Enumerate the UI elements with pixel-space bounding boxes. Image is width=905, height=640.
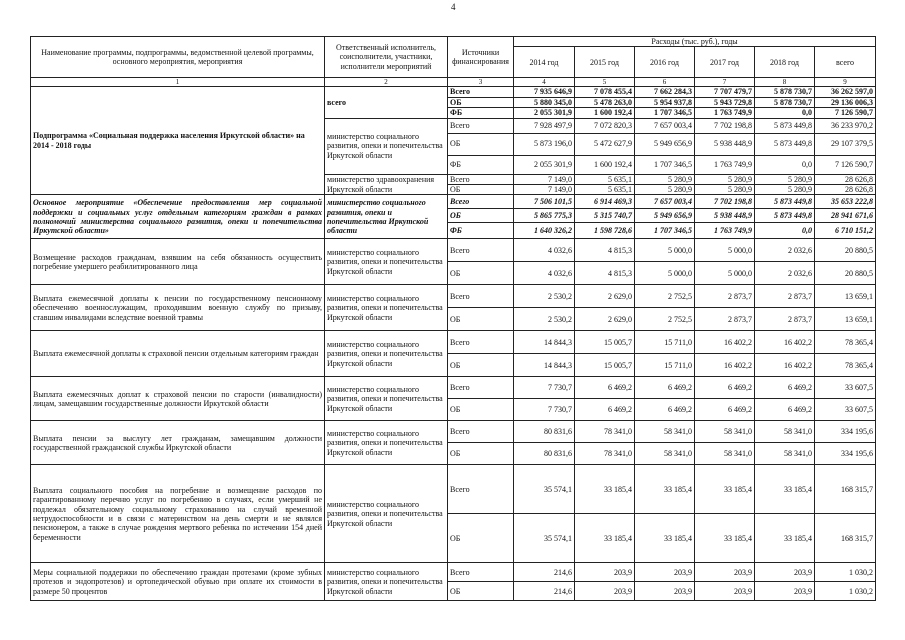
value-cell: 7 707 479,7 [695,87,755,97]
value-cell: 6 469,2 [635,399,695,421]
value-cell: 33 185,4 [575,514,635,563]
value-cell: 5 478 263,0 [575,97,635,107]
header-year-2016: 2016 год [635,47,695,78]
value-cell: 2 629,0 [575,308,635,331]
value-cell: 78 365,4 [815,331,876,354]
col-num: 6 [635,78,695,87]
value-cell: 4 032,6 [514,239,575,262]
value-cell: 15 711,0 [635,354,695,377]
value-cell: 168 315,7 [815,514,876,563]
value-cell: 168 315,7 [815,465,876,514]
value-cell: 7 126 590,7 [815,108,876,118]
value-cell: 28 626,8 [815,185,876,195]
value-cell: 78 341,0 [575,421,635,443]
value-cell: 5 635,1 [575,185,635,195]
value-cell: 2 032,6 [755,239,815,262]
value-cell: 7 730,7 [514,377,575,399]
value-cell: 203,9 [575,563,635,582]
value-cell: 4 815,3 [575,262,635,285]
value-cell: 78 365,4 [815,354,876,377]
value-cell: 2 873,7 [755,285,815,308]
value-cell: 2 055 301,9 [514,155,575,174]
value-cell: 2 530,2 [514,285,575,308]
value-cell: 0,0 [755,155,815,174]
value-cell: 15 005,7 [575,354,635,377]
header-row [31,37,876,47]
source-cell: Всего [448,87,514,97]
value-cell: 14 844,3 [514,354,575,377]
value-cell: 1 030,2 [815,582,876,601]
value-cell: 6 469,2 [575,377,635,399]
value-cell: 6 469,2 [755,399,815,421]
value-cell: 5 472 627,9 [575,133,635,155]
col-num: 8 [755,78,815,87]
value-cell: 6 469,2 [695,399,755,421]
value-cell: 5 000,0 [695,239,755,262]
source-cell: Всего [448,118,514,133]
value-cell: 5 880 345,0 [514,97,575,107]
value-cell: 2 629,0 [575,285,635,308]
value-cell: 0,0 [755,108,815,118]
value-cell: 7 935 646,9 [514,87,575,97]
value-cell: 33 185,4 [635,514,695,563]
col-num: 7 [695,78,755,87]
value-cell: 1 600 192,4 [575,108,635,118]
value-cell: 1 030,2 [815,563,876,582]
value-cell: 58 341,0 [635,443,695,465]
col-num: 4 [514,78,575,87]
value-cell: 2 873,7 [695,285,755,308]
value-cell: 5 280,9 [635,174,695,184]
source-cell: ОБ [448,97,514,107]
executor-cell: министерство социального развития, опеки и попечительства Иркутской области [325,331,448,377]
table-row [31,563,876,582]
value-cell: 33 185,4 [575,465,635,514]
source-cell: ОБ [448,185,514,195]
value-cell: 6 469,2 [635,377,695,399]
value-cell: 7 078 455,4 [575,87,635,97]
source-cell: ОБ [448,262,514,285]
value-cell: 29 107 379,5 [815,133,876,155]
header-year-2018: 2018 год [755,47,815,78]
value-cell: 203,9 [635,582,695,601]
source-cell: ФБ [448,155,514,174]
value-cell: 1 600 192,4 [575,155,635,174]
value-cell: 58 341,0 [695,421,755,443]
executor-cell: министерство социального развития, опеки и попечительства Иркутской области [325,421,448,465]
source-cell: Всего [448,563,514,582]
value-cell: 2 752,5 [635,285,695,308]
value-cell: 5 280,9 [755,185,815,195]
value-cell: 58 341,0 [755,443,815,465]
source-cell: Всего [448,377,514,399]
value-cell: 15 711,0 [635,331,695,354]
value-cell: 5 000,0 [635,262,695,285]
value-cell: 203,9 [695,563,755,582]
value-cell: 7 928 497,9 [514,118,575,133]
table-row [31,285,876,308]
header-year-2014: 2014 год [514,47,575,78]
value-cell: 35 653 222,8 [815,195,876,209]
value-cell: 4 032,6 [514,262,575,285]
executor-total: всего [325,87,448,118]
measure-name: Выплата ежемесячных доплат к страховой пенсии по старости (инвалидности) лицам, замещавшим государственные должности Иркутской области [31,377,325,421]
value-cell: 5 949 656,9 [635,133,695,155]
header-name: Наименование программы, подпрограммы, ведомственной целевой программы, основного мероприятия, мероприятия [31,37,325,78]
measure-name: Выплата социального пособия на погребение и возмещение расходов по гарантированному перечню услуг по погребению в случаях, если умерший не подлежал обязательному социальному страхованию на случай временной нетрудоспособности и в связи с материнством на день смерти и не являлся пенсионером, а также в случае рождения мертвого ребенка по истечении 154 дней беременности [31,465,325,563]
value-cell: 33 185,4 [755,465,815,514]
value-cell: 6 710 151,2 [815,223,876,239]
value-cell: 33 607,5 [815,377,876,399]
executor-cell: министерство социального развития, опеки и попечительства Иркутской области [325,377,448,421]
value-cell: 5 865 775,3 [514,209,575,223]
col-num: 1 [31,78,325,87]
source-cell: Всего [448,465,514,514]
header-total: всего [815,47,876,78]
value-cell: 203,9 [695,582,755,601]
header-executor: Ответственный исполнитель, соисполнители, участники, исполнители мероприятий [325,37,448,78]
col-num: 9 [815,78,876,87]
value-cell: 2 873,7 [695,308,755,331]
value-cell: 80 831,6 [514,443,575,465]
value-cell: 7 149,0 [514,174,575,184]
value-cell: 1 707 346,5 [635,155,695,174]
header-year-2015: 2015 год [575,47,635,78]
value-cell: 334 195,6 [815,443,876,465]
header-expenses: Расходы (тыс. руб.), годы [514,37,876,47]
value-cell: 28 626,8 [815,174,876,184]
value-cell: 7 657 003,4 [635,195,695,209]
value-cell: 5 280,9 [695,174,755,184]
value-cell: 5 938 448,9 [695,209,755,223]
value-cell: 7 730,7 [514,399,575,421]
value-cell: 214,6 [514,563,575,582]
source-cell: Всего [448,331,514,354]
value-cell: 5 000,0 [635,239,695,262]
value-cell: 16 402,2 [755,354,815,377]
header-year-2017: 2017 год [695,47,755,78]
value-cell: 5 873 196,0 [514,133,575,155]
value-cell: 5 873 449,8 [755,118,815,133]
executor-cell: министерство социального развития, опеки и попечительства Иркутской области [325,285,448,331]
source-cell: ОБ [448,308,514,331]
source-cell: ОБ [448,354,514,377]
value-cell: 7 149,0 [514,185,575,195]
value-cell: 7 072 820,3 [575,118,635,133]
col-num: 2 [325,78,448,87]
measure-name: Выплата ежемесячной доплаты к страховой пенсии отдельным категориям граждан [31,331,325,377]
value-cell: 58 341,0 [635,421,695,443]
subprogram-name: Подпрограмма «Социальная поддержка населения Иркутской области» на 2014 - 2018 годы [31,87,325,195]
value-cell: 5 280,9 [755,174,815,184]
value-cell: 2 032,6 [755,262,815,285]
value-cell: 203,9 [575,582,635,601]
value-cell: 1 598 728,6 [575,223,635,239]
value-cell: 13 659,1 [815,308,876,331]
executor-cell: министерство социального развития, опеки и попечительства Иркутской области [325,239,448,285]
executor-cell: министерство здравоохранения Иркутской области [325,174,448,195]
value-cell: 35 574,1 [514,465,575,514]
value-cell: 36 262 597,0 [815,87,876,97]
page-number: 4 [451,2,456,12]
main-event-name: Основное мероприятие «Обеспечение предоставления мер социальной поддержки и социальных услуг отдельным категориям граждан в рамках полномочий министерства социального развития, опеки и попечительства Иркутской области» [31,195,325,239]
source-cell: ОБ [448,514,514,563]
value-cell: 2 530,2 [514,308,575,331]
value-cell: 214,6 [514,582,575,601]
value-cell: 5 954 937,8 [635,97,695,107]
value-cell: 2 752,5 [635,308,695,331]
value-cell: 1 763 749,9 [695,155,755,174]
source-cell: Всего [448,174,514,184]
col-num: 5 [575,78,635,87]
value-cell: 29 136 006,3 [815,97,876,107]
value-cell: 5 280,9 [695,185,755,195]
value-cell: 203,9 [755,563,815,582]
value-cell: 33 185,4 [695,514,755,563]
value-cell: 35 574,1 [514,514,575,563]
value-cell: 16 402,2 [755,331,815,354]
value-cell: 7 506 101,5 [514,195,575,209]
value-cell: 33 185,4 [755,514,815,563]
value-cell: 78 341,0 [575,443,635,465]
measure-name: Возмещение расходов гражданам, взявшим на себя обязанность осуществить погребение умершего реабилитированного лица [31,239,325,285]
source-cell: Всего [448,421,514,443]
executor-cell: министерство социального развития, опеки и попечительства Иркутской области [325,465,448,563]
header-source: Источники финансирования [448,37,514,78]
value-cell: 5 873 449,8 [755,195,815,209]
value-cell: 28 941 671,6 [815,209,876,223]
value-cell: 203,9 [635,563,695,582]
table-row [31,195,876,209]
source-cell: ОБ [448,209,514,223]
value-cell: 6 469,2 [695,377,755,399]
measure-name: Выплата пенсии за выслугу лет гражданам, замещавшим должности государственной гражданской службы Иркутской области [31,421,325,465]
value-cell: 7 126 590,7 [815,155,876,174]
value-cell: 5 000,0 [695,262,755,285]
source-cell: ОБ [448,582,514,601]
value-cell: 5 280,9 [635,185,695,195]
table-row [31,421,876,443]
value-cell: 20 880,5 [815,262,876,285]
value-cell: 1 707 346,5 [635,108,695,118]
value-cell: 1 640 326,2 [514,223,575,239]
value-cell: 5 949 656,9 [635,209,695,223]
value-cell: 334 195,6 [815,421,876,443]
value-cell: 5 873 449,8 [755,209,815,223]
source-cell: Всего [448,195,514,209]
value-cell: 5 315 740,7 [575,209,635,223]
value-cell: 5 943 729,8 [695,97,755,107]
value-cell: 6 914 469,3 [575,195,635,209]
value-cell: 6 469,2 [755,377,815,399]
source-cell: Всего [448,239,514,262]
value-cell: 5 878 730,7 [755,87,815,97]
measure-name: Выплата ежемесячной доплаты к пенсии по государственному пенсионному обеспечению военнослужащим, проходившим военную службу по призыву, ставшим инвалидами вследствие военной травмы [31,285,325,331]
source-cell: ОБ [448,443,514,465]
source-cell: ОБ [448,133,514,155]
value-cell: 33 185,4 [635,465,695,514]
value-cell: 36 233 970,2 [815,118,876,133]
measure-name: Меры социальной поддержки по обеспечению граждан протезами (кроме зубных протезов и эндопротезов) и ортопедической обувью при оплате их стоимости в размере 50 процентов [31,563,325,601]
value-cell: 1 763 749,9 [695,108,755,118]
value-cell: 14 844,3 [514,331,575,354]
value-cell: 58 341,0 [695,443,755,465]
table-row [31,87,876,97]
value-cell: 0,0 [755,223,815,239]
value-cell: 1 707 346,5 [635,223,695,239]
value-cell: 33 607,5 [815,399,876,421]
column-numbers-row [31,78,876,87]
table-row [31,331,876,354]
value-cell: 2 873,7 [755,308,815,331]
value-cell: 80 831,6 [514,421,575,443]
value-cell: 33 185,4 [695,465,755,514]
value-cell: 13 659,1 [815,285,876,308]
source-cell: ФБ [448,108,514,118]
source-cell: ОБ [448,399,514,421]
value-cell: 4 815,3 [575,239,635,262]
value-cell: 15 005,7 [575,331,635,354]
value-cell: 5 635,1 [575,174,635,184]
value-cell: 58 341,0 [755,421,815,443]
col-num: 3 [448,78,514,87]
executor-cell: министерство социального развития, опеки и попечительства Иркутской области [325,118,448,174]
budget-table [30,36,876,601]
value-cell: 7 662 284,3 [635,87,695,97]
value-cell: 7 702 198,8 [695,118,755,133]
value-cell: 5 878 730,7 [755,97,815,107]
budget-table-body [31,37,876,601]
value-cell: 2 055 301,9 [514,108,575,118]
source-cell: Всего [448,285,514,308]
value-cell: 5 873 449,8 [755,133,815,155]
value-cell: 16 402,2 [695,331,755,354]
main-event-executor: министерство социального развития, опеки и попечительства Иркутской области [325,195,448,239]
table-row [31,239,876,262]
value-cell: 5 938 448,9 [695,133,755,155]
value-cell: 16 402,2 [695,354,755,377]
value-cell: 7 657 003,4 [635,118,695,133]
value-cell: 20 880,5 [815,239,876,262]
value-cell: 6 469,2 [575,399,635,421]
table-row [31,377,876,399]
value-cell: 203,9 [755,582,815,601]
value-cell: 7 702 198,8 [695,195,755,209]
table-row [31,465,876,514]
source-cell: ФБ [448,223,514,239]
executor-cell: министерство социального развития, опеки и попечительства Иркутской области [325,563,448,601]
value-cell: 1 763 749,9 [695,223,755,239]
